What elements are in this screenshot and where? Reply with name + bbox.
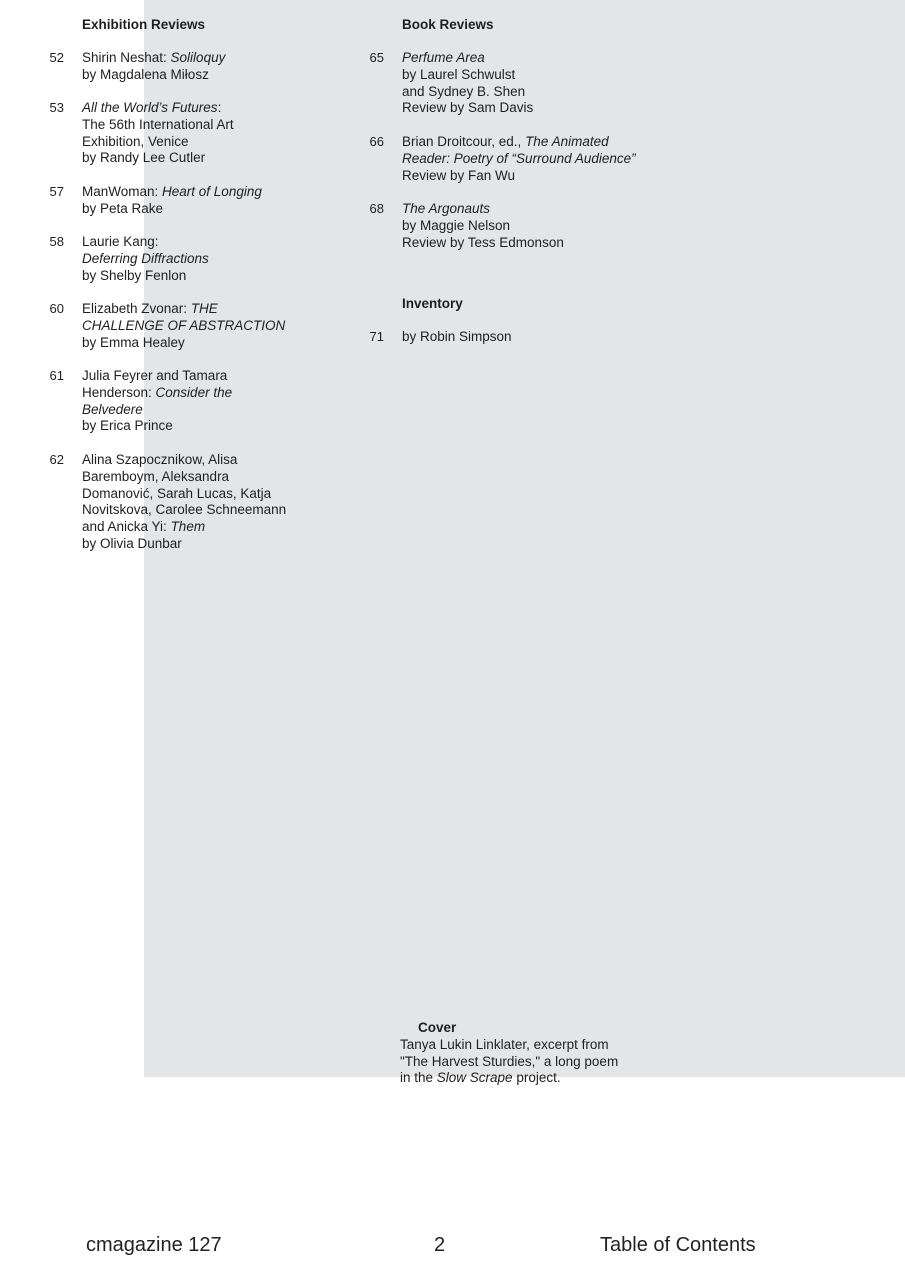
italic-title-text: All the World’s Futures	[82, 100, 218, 115]
text-segment: by Maggie Nelson	[402, 217, 511, 233]
text-line	[402, 329, 642, 346]
italic-title-text: Belvedere	[82, 401, 143, 417]
italic-title-text: Heart of Longing	[162, 184, 262, 199]
text-segment: by Laurel Schwulst	[402, 66, 516, 82]
entry-text	[402, 201, 642, 251]
italic-title-text: The Argonauts	[402, 201, 491, 216]
text-line	[400, 1070, 660, 1087]
text-segment: The 56th International Art	[82, 116, 234, 132]
text-segment: project.	[512, 1070, 561, 1086]
text-line	[402, 67, 642, 84]
text-segment: ManWoman:	[82, 184, 163, 199]
italic-title-text: CHALLENGE OF ABSTRACTION	[82, 317, 286, 333]
text-line	[82, 486, 322, 503]
entry-text	[82, 301, 322, 351]
entry-page-number: 62	[49, 452, 64, 467]
text-line	[400, 1037, 660, 1054]
text-line	[402, 201, 642, 218]
italic-title-text: THE	[190, 301, 218, 316]
text-line	[82, 469, 322, 486]
text-segment: Shirin Neshat:	[82, 50, 171, 65]
entry-page-number: 53	[49, 100, 64, 115]
text-segment: and Sydney B. Shen	[402, 83, 526, 99]
italic-title-text: Consider the	[155, 384, 233, 400]
text-line	[82, 50, 322, 67]
entry-page-number: 71	[369, 329, 384, 344]
magazine-issue: cmagazine 127	[86, 1234, 222, 1256]
text-segment: Baremboym, Aleksandra	[82, 468, 230, 484]
text-line	[82, 452, 322, 469]
text-line	[82, 536, 322, 553]
text-segment: by Magdalena Miłosz	[82, 66, 209, 82]
entry-page-number: 58	[49, 234, 64, 249]
text-line	[82, 201, 322, 218]
entry-text	[402, 134, 642, 184]
text-segment: Exhibition, Venice	[82, 133, 189, 149]
text-segment: by Peta Rake	[82, 200, 164, 216]
text-segment: Brian Droitcour, ed.,	[402, 134, 526, 149]
entry-page-number: 65	[369, 50, 384, 65]
entry-text	[82, 452, 322, 553]
text-line	[402, 50, 642, 67]
text-segment: by Erica Prince	[82, 418, 173, 434]
section-title: Table of Contents	[600, 1234, 756, 1256]
text-line	[402, 235, 642, 252]
text-line	[402, 218, 642, 235]
text-line	[82, 134, 322, 151]
text-line	[402, 84, 642, 101]
text-segment: Review by Fan Wu	[402, 167, 516, 183]
text-segment: Henderson:	[82, 384, 156, 400]
text-segment: Review by Sam Davis	[402, 100, 534, 116]
entry-text	[402, 329, 642, 346]
italic-title-text: Deferring Diffractions	[82, 250, 209, 266]
text-line	[82, 234, 322, 251]
text-line	[402, 168, 642, 185]
text-line	[402, 151, 642, 168]
text-segment: Laurie Kang:	[82, 234, 159, 249]
text-segment: Tanya Lukin Linklater, excerpt from	[400, 1036, 609, 1052]
text-segment: by Shelby Fenlon	[82, 267, 187, 283]
text-line	[82, 385, 322, 402]
text-line	[82, 301, 322, 318]
italic-title-text: Perfume Area	[402, 50, 485, 65]
text-segment: "The Harvest Sturdies," a long poem	[400, 1053, 619, 1069]
cover-caption	[400, 1037, 660, 1087]
text-segment: and Anicka Yi:	[82, 519, 171, 535]
entry-text	[402, 50, 642, 117]
text-segment: :	[217, 100, 222, 115]
text-line	[402, 134, 642, 151]
entry-text	[82, 100, 322, 167]
entry-page-number: 68	[369, 201, 384, 216]
entry-text	[82, 184, 322, 218]
text-segment: by Randy Lee Cutler	[82, 150, 206, 166]
text-segment: Review by Tess Edmonson	[402, 234, 564, 250]
text-line	[82, 402, 322, 419]
text-line	[82, 268, 322, 285]
text-segment: by Robin Simpson	[402, 329, 512, 344]
text-segment: in the	[400, 1070, 437, 1086]
entry-page-number: 57	[49, 184, 64, 199]
text-line	[82, 368, 322, 385]
text-line	[82, 251, 322, 268]
book-reviews-heading: Book Reviews	[402, 17, 494, 32]
text-line	[82, 117, 322, 134]
text-segment: by Emma Healey	[82, 334, 185, 350]
cover-heading: Cover	[418, 1020, 457, 1035]
entry-text	[82, 50, 322, 84]
text-line	[400, 1054, 660, 1071]
text-line	[82, 150, 322, 167]
italic-title-text: Soliloquy	[170, 50, 226, 65]
inventory-heading: Inventory	[402, 296, 463, 311]
text-line	[402, 100, 642, 117]
italic-title-text: Reader: Poetry of “Surround Audience”	[402, 150, 636, 166]
page-number: 2	[434, 1234, 446, 1256]
entry-page-number: 66	[369, 134, 384, 149]
cover-credit	[400, 1020, 660, 1087]
text-line	[82, 67, 322, 84]
text-line	[82, 519, 322, 536]
text-segment: Domanović, Sarah Lucas, Katja	[82, 485, 272, 501]
text-line	[82, 184, 322, 201]
text-line	[82, 335, 322, 352]
text-segment: Elizabeth Zvonar:	[82, 301, 191, 316]
italic-title-text: The Animated	[525, 134, 609, 149]
entry-page-number: 61	[49, 368, 64, 383]
text-line	[82, 318, 322, 335]
entry-page-number: 60	[49, 301, 64, 316]
text-line	[82, 100, 322, 117]
entry-text	[82, 368, 322, 435]
exhibition-reviews-heading: Exhibition Reviews	[82, 17, 206, 32]
entry-text	[82, 234, 322, 284]
text-segment: Julia Feyrer and Tamara	[82, 368, 228, 383]
entry-page-number: 52	[49, 50, 64, 65]
text-line	[82, 502, 322, 519]
text-segment: Novitskova, Carolee Schneemann	[82, 502, 287, 518]
italic-title-text: Slow Scrape	[436, 1070, 513, 1086]
text-segment: by Olivia Dunbar	[82, 535, 182, 551]
text-segment: Alina Szapocznikow, Alisa	[82, 452, 238, 467]
text-line	[82, 418, 322, 435]
italic-title-text: Them	[170, 519, 206, 535]
page-footer	[0, 1232, 905, 1262]
